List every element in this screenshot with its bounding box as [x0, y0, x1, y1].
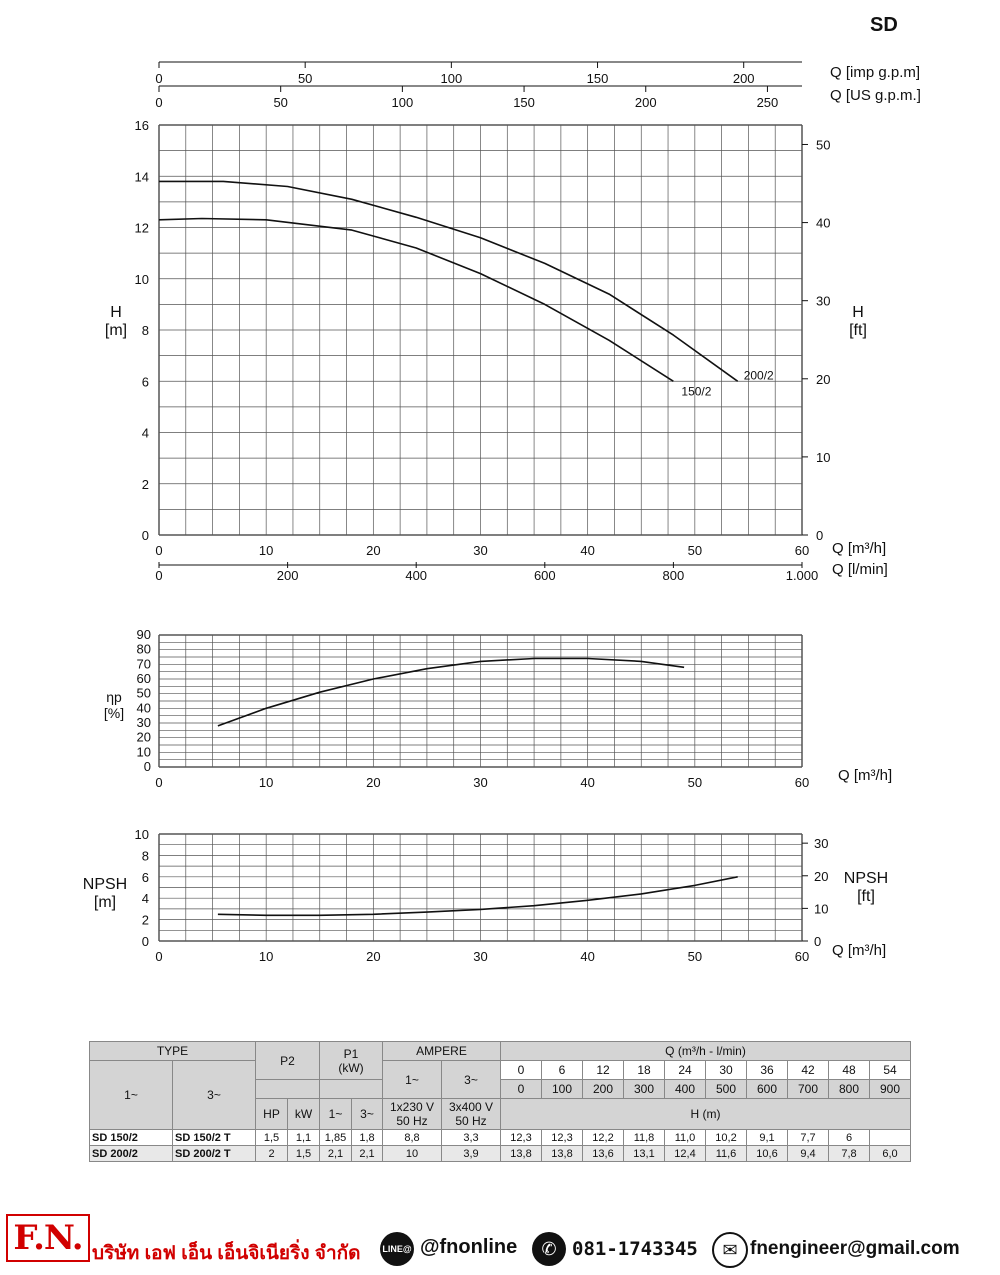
q-lmin-cell: 900 [870, 1080, 911, 1099]
us-tick-label: 150 [513, 95, 535, 110]
imp-tick-label: 100 [440, 71, 463, 86]
ampere-1ph-header: 1~ [383, 1061, 442, 1099]
head-cell: 12,2 [583, 1130, 624, 1146]
y-tick-label: 4 [141, 891, 149, 907]
q-m3h-cell: 24 [665, 1061, 706, 1080]
p1-1ph-header: 1~ [320, 1099, 352, 1130]
lmin-tick-label: 200 [276, 568, 299, 583]
curve-label-200-2: 200/2 [743, 368, 774, 383]
y-tick-label: 30 [136, 715, 151, 730]
ft-tick-label: 30 [816, 293, 831, 309]
head-cell: 9,4 [788, 1146, 829, 1162]
x-tick-label: 40 [580, 543, 595, 558]
p1-3ph-cell: 2,1 [352, 1146, 383, 1162]
kw-cell: 1,5 [288, 1146, 320, 1162]
type-3ph-cell: SD 150/2 T [173, 1130, 256, 1146]
head-cell: 13,6 [583, 1146, 624, 1162]
pump-curve-150-2 [159, 219, 673, 382]
p1-3ph-header: 3~ [352, 1099, 383, 1130]
q-lmin-cell: 300 [624, 1080, 665, 1099]
ft-tick-label: 20 [816, 371, 831, 387]
y-tick-label: 10 [136, 744, 151, 760]
x-tick-label: 40 [580, 949, 595, 964]
q-m3h-cell: 42 [788, 1061, 829, 1080]
y-tick-label: 2 [141, 476, 149, 492]
q-lmin-cell: 400 [665, 1080, 706, 1099]
voltage-3ph-header: 3x400 V 50 Hz [442, 1099, 501, 1130]
y-tick-label: 0 [141, 934, 149, 949]
q-m3h-cell: 48 [829, 1061, 870, 1080]
q-lmin-cell: 0 [501, 1080, 542, 1099]
type-3ph-cell: SD 200/2 T [173, 1146, 256, 1162]
y-tick-label: 10 [134, 271, 149, 287]
x-axis-title: Q [m³/h] [832, 942, 887, 959]
x-tick-label: 30 [473, 775, 488, 790]
y-tick-label: 0 [143, 759, 151, 774]
x-tick-label: 10 [258, 543, 274, 558]
head-cell: 10,2 [706, 1130, 747, 1146]
x-tick-label: 20 [366, 949, 381, 964]
p1-1ph-cell: 1,85 [320, 1130, 352, 1146]
lmin-tick-label: 0 [155, 568, 163, 583]
ampere-1ph-cell: 8,8 [383, 1130, 442, 1146]
x-tick-label: 30 [473, 543, 488, 558]
y-tick-label: 16 [134, 118, 149, 133]
head-cell: 6 [829, 1130, 870, 1146]
y-tick-label: 70 [136, 656, 151, 672]
y-tick-label: 60 [136, 671, 151, 686]
hp-cell: 2 [256, 1146, 288, 1162]
ampere-3ph-header: 3~ [442, 1061, 501, 1099]
h-header: H (m) [501, 1099, 911, 1130]
imp-axis-title: Q [imp g.p.m] [830, 64, 921, 81]
x-tick-label: 10 [258, 949, 274, 964]
performance-table [89, 1041, 911, 1162]
voltage-1ph-header: 1x230 V 50 Hz [383, 1099, 442, 1130]
x-tick-label: 20 [366, 775, 381, 790]
us-tick-label: 100 [391, 95, 414, 110]
q-m3h-cell: 0 [501, 1061, 542, 1080]
type-header: TYPE [90, 1042, 256, 1061]
lmin-tick-label: 400 [405, 568, 428, 583]
q-m3h-cell: 12 [583, 1061, 624, 1080]
ft-tick-label: 20 [814, 868, 829, 884]
x-tick-label: 50 [687, 949, 703, 964]
type-1ph-cell: SD 200/2 [90, 1146, 173, 1162]
q-header: Q (m³/h - l/min) [501, 1042, 911, 1061]
head-cell: 11,0 [665, 1130, 706, 1146]
y-tick-label: 4 [141, 425, 149, 441]
q-m3h-cell: 18 [624, 1061, 665, 1080]
npsh-axis-title: NPSH [m] [82, 876, 128, 911]
q-lmin-cell: 100 [542, 1080, 583, 1099]
lmin-tick-label: 1.000 [785, 568, 819, 583]
line-id-link[interactable]: @fnonline [420, 1236, 518, 1258]
y-tick-label: 6 [141, 374, 149, 390]
x-tick-label: 30 [473, 949, 488, 964]
x-tick-label: 20 [366, 543, 381, 558]
head-cell: 10,6 [747, 1146, 788, 1162]
x-tick-label: 60 [794, 543, 810, 558]
y-tick-label: 0 [141, 528, 149, 543]
ampere-3ph-cell: 3,9 [442, 1146, 501, 1162]
us-tick-label: 250 [756, 95, 779, 110]
q-m3h-cell: 36 [747, 1061, 788, 1080]
head-cell: 9,1 [747, 1130, 788, 1146]
pump-curve-200-2 [159, 181, 738, 381]
y-tick-label: 6 [141, 869, 149, 885]
x-tick-label: 0 [155, 949, 163, 964]
q-m3h-cell: 6 [542, 1061, 583, 1080]
phase1-type-header: 1~ [90, 1061, 173, 1130]
efficiency-axis-title: ηp [%] [103, 689, 125, 721]
us-axis-title: Q [US g.p.m.] [830, 87, 921, 104]
performance-table-wrap [89, 1041, 911, 1162]
head-cell: 12,3 [542, 1130, 583, 1146]
y-tick-label: 20 [136, 729, 151, 745]
curve-label-150-2: 150/2 [681, 384, 712, 399]
y-tick-label: 80 [136, 641, 151, 657]
y-tick-label: 10 [134, 827, 149, 842]
kw-cell: 1,1 [288, 1130, 320, 1146]
x-tick-label: 60 [794, 775, 810, 790]
x-tick-label: 10 [258, 775, 274, 790]
p1-3ph-cell: 1,8 [352, 1130, 383, 1146]
q-lmin-cell: 200 [583, 1080, 624, 1099]
head-cell: 11,8 [624, 1130, 665, 1146]
y-tick-label: 2 [141, 912, 149, 928]
y-tick-label: 14 [134, 169, 149, 185]
phone-number-link[interactable]: 081-1743345 [572, 1238, 698, 1260]
head-cell: 12,4 [665, 1146, 706, 1162]
ft-tick-label: 10 [816, 449, 831, 465]
x-tick-label: 0 [155, 775, 163, 790]
type-1ph-cell: SD 150/2 [90, 1130, 173, 1146]
p1-1ph-cell: 2,1 [320, 1146, 352, 1162]
email-link[interactable]: fnengineer@gmail.com [750, 1238, 960, 1259]
ft-tick-label: 30 [814, 836, 829, 852]
imp-tick-label: 50 [297, 71, 313, 86]
head-cell: 13,1 [624, 1146, 665, 1162]
ft-tick-label: 0 [814, 934, 822, 949]
ampere-3ph-cell: 3,3 [442, 1130, 501, 1146]
hp-cell: 1,5 [256, 1130, 288, 1146]
lmin-tick-label: 600 [533, 568, 556, 583]
phase3-type-header: 3~ [173, 1061, 256, 1130]
y-tick-label: 50 [136, 685, 151, 701]
hp-header: HP [256, 1099, 288, 1130]
ft-tick-label: 10 [814, 901, 829, 917]
lmin-axis-title: Q [l/min] [832, 561, 888, 578]
q-lmin-cell: 800 [829, 1080, 870, 1099]
q-lmin-cell: 600 [747, 1080, 788, 1099]
company-name: บริษัท เอฟ เอ็น เอ็นจิเนียริ่ง จำกัด [92, 1243, 361, 1264]
x-tick-label: 60 [794, 949, 810, 964]
us-tick-label: 50 [273, 95, 288, 110]
mail-icon: ✉ [712, 1232, 748, 1268]
head-cell: 12,3 [501, 1130, 542, 1146]
x-tick-label: 40 [580, 775, 595, 790]
p2-header: P2 [256, 1042, 320, 1080]
q-m3h-cell: 30 [706, 1061, 747, 1080]
y-axis-title: H [m] [104, 304, 128, 339]
q-m3h-cell: 54 [870, 1061, 911, 1080]
page-title: SD [870, 14, 898, 36]
ft-tick-label: 50 [816, 137, 831, 153]
x-axis-title: Q [m³/h] [832, 540, 887, 557]
ft-tick-label: 40 [816, 215, 831, 231]
company-logo: F.N. [6, 1214, 90, 1262]
head-cell: 11,6 [706, 1146, 747, 1162]
x-axis-title: Q [m³/h] [838, 767, 893, 784]
y-tick-label: 8 [141, 848, 149, 864]
ft-axis-title: H [ft] [849, 304, 867, 339]
us-tick-label: 200 [634, 95, 657, 110]
head-cell: 7,7 [788, 1130, 829, 1146]
y-tick-label: 8 [141, 323, 149, 338]
imp-tick-label: 150 [586, 71, 609, 86]
ampere-1ph-cell: 10 [383, 1146, 442, 1162]
head-cell [870, 1130, 911, 1146]
head-cell: 7,8 [829, 1146, 870, 1162]
phone-icon: ✆ [532, 1232, 566, 1266]
contact-footer [0, 1208, 1000, 1268]
line-icon: LINE@ [380, 1232, 414, 1266]
kw-header: kW [288, 1099, 320, 1130]
x-tick-label: 50 [687, 543, 703, 558]
ft-tick-label: 0 [816, 528, 824, 543]
ampere-header: AMPERE [383, 1042, 501, 1061]
head-cell: 6,0 [870, 1146, 911, 1162]
head-cell: 13,8 [542, 1146, 583, 1162]
npsh-ft-axis-title: NPSH [ft] [843, 870, 889, 905]
y-tick-label: 12 [134, 220, 149, 236]
us-tick-label: 0 [155, 95, 163, 110]
imp-tick-label: 0 [155, 71, 163, 86]
q-lmin-cell: 500 [706, 1080, 747, 1099]
y-tick-label: 40 [136, 700, 151, 716]
x-tick-label: 0 [155, 543, 163, 558]
lmin-tick-label: 800 [662, 568, 685, 583]
p1-header: P1 (kW) [320, 1042, 383, 1080]
q-lmin-cell: 700 [788, 1080, 829, 1099]
head-cell: 13,8 [501, 1146, 542, 1162]
imp-tick-label: 200 [732, 71, 755, 86]
y-tick-label: 90 [136, 627, 151, 642]
x-tick-label: 50 [687, 775, 703, 790]
npsh-curve [218, 877, 738, 916]
